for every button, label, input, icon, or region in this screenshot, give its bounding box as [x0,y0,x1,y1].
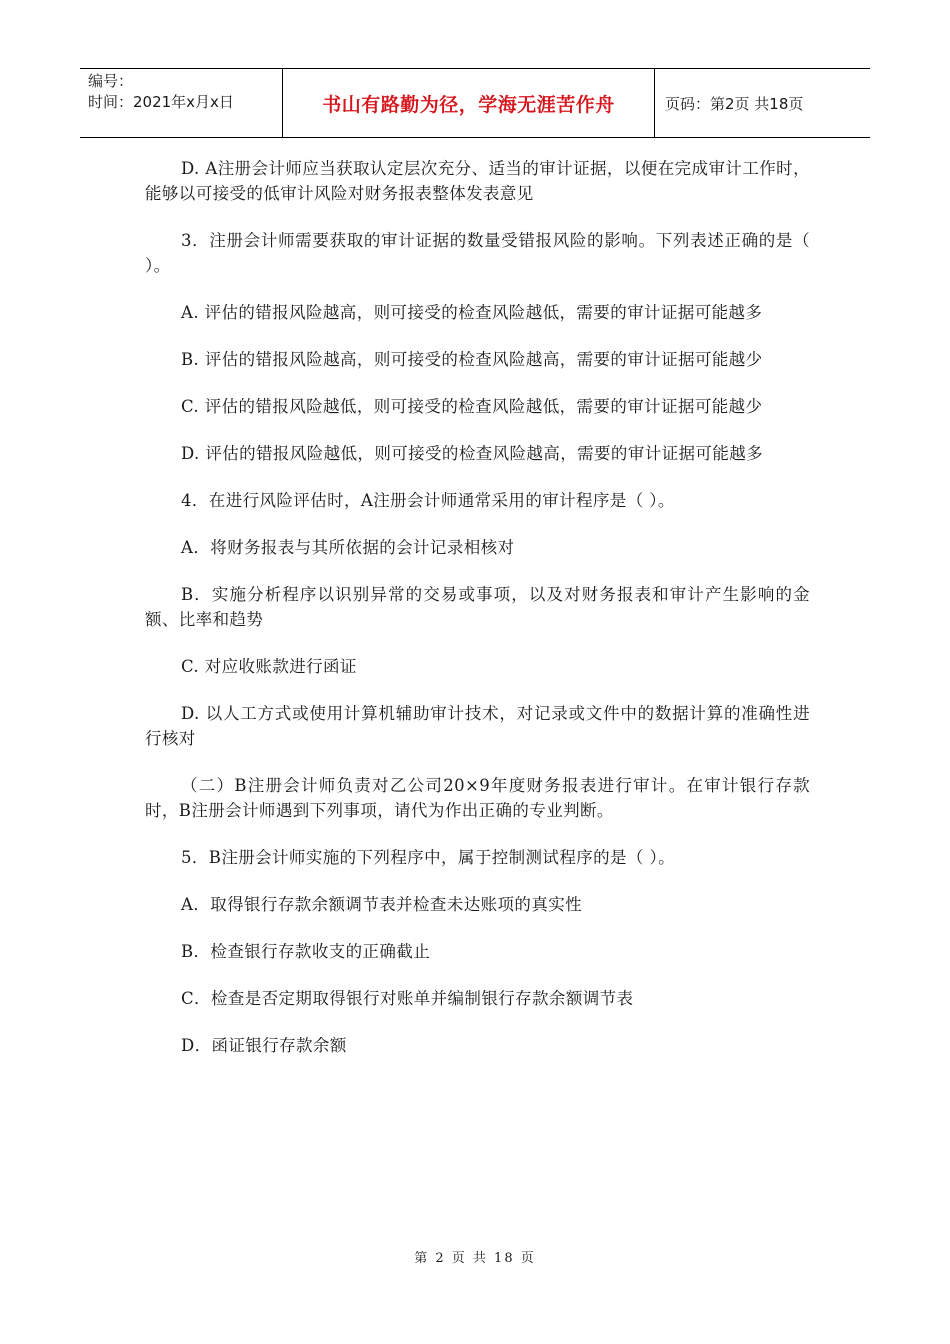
q4-option-c: C. 对应收账款进行函证 [181,657,357,676]
q5-option-c: C．检查是否定期取得银行对账单并编制银行存款余额调节表 [181,989,634,1008]
q4-option-d: D. 以人工方式或使用计算机辅助审计技术，对记录或文件中的数据计算的准确性进行核对 [145,704,810,748]
q5-option-b: B．检查银行存款收支的正确截止 [181,942,431,961]
q3-option-a: A. 评估的错报风险越高，则可接受的检查风险越低，需要的审计证据可能越多 [181,303,763,322]
option-d-paragraph: D. A注册会计师应当获取认定层次充分、适当的审计证据，以便在完成审计工作时，能够以可接受的低审计风险对财务报表整体发表意见 [145,159,810,203]
header-motto: 书山有路勤为径，学海无涯苦作舟 [282,69,655,137]
page-footer: 第 2 页 共 18 页 [414,1251,536,1266]
number-label: 编号： [88,72,134,90]
time-label: 时间：2021年x月x日 [88,93,234,111]
q4-option-b: B．实施分析程序以识别异常的交易或事项，以及对财务报表和审计产生影响的金额、比率和趋势 [145,585,810,629]
question-4: 4．在进行风险评估时，A注册会计师通常采用的审计程序是（ ）。 [181,491,675,510]
document-body [145,156,810,1080]
header-meta [80,69,282,137]
document-header [80,68,870,138]
q3-option-d: D. 评估的错报风险越低，则可接受的检查风险越高，需要的审计证据可能越多 [181,444,764,463]
q3-option-c: C. 评估的错报风险越低，则可接受的检查风险越低，需要的审计证据可能越少 [181,397,763,416]
q5-option-d: D．函证银行存款余额 [181,1036,347,1055]
section-2-intro: （二）B注册会计师负责对乙公司20×9年度财务报表进行审计。在审计银行存款时，B注册会计师遇到下列事项，请代为作出正确的专业判断。 [145,776,810,820]
q4-option-a: A．将财务报表与其所依据的会计记录相核对 [181,538,515,557]
header-page-info: 页码：第2页 共18页 [665,94,804,113]
question-3: 3．注册会计师需要获取的审计证据的数量受错报风险的影响。下列表述正确的是（ ）。 [145,231,810,275]
question-5: 5．B注册会计师实施的下列程序中，属于控制测试程序的是（ ）。 [181,848,676,867]
q3-option-b: B. 评估的错报风险越高，则可接受的检查风险越高，需要的审计证据可能越少 [181,350,763,369]
q5-option-a: A．取得银行存款余额调节表并检查未达账项的真实性 [181,895,583,914]
